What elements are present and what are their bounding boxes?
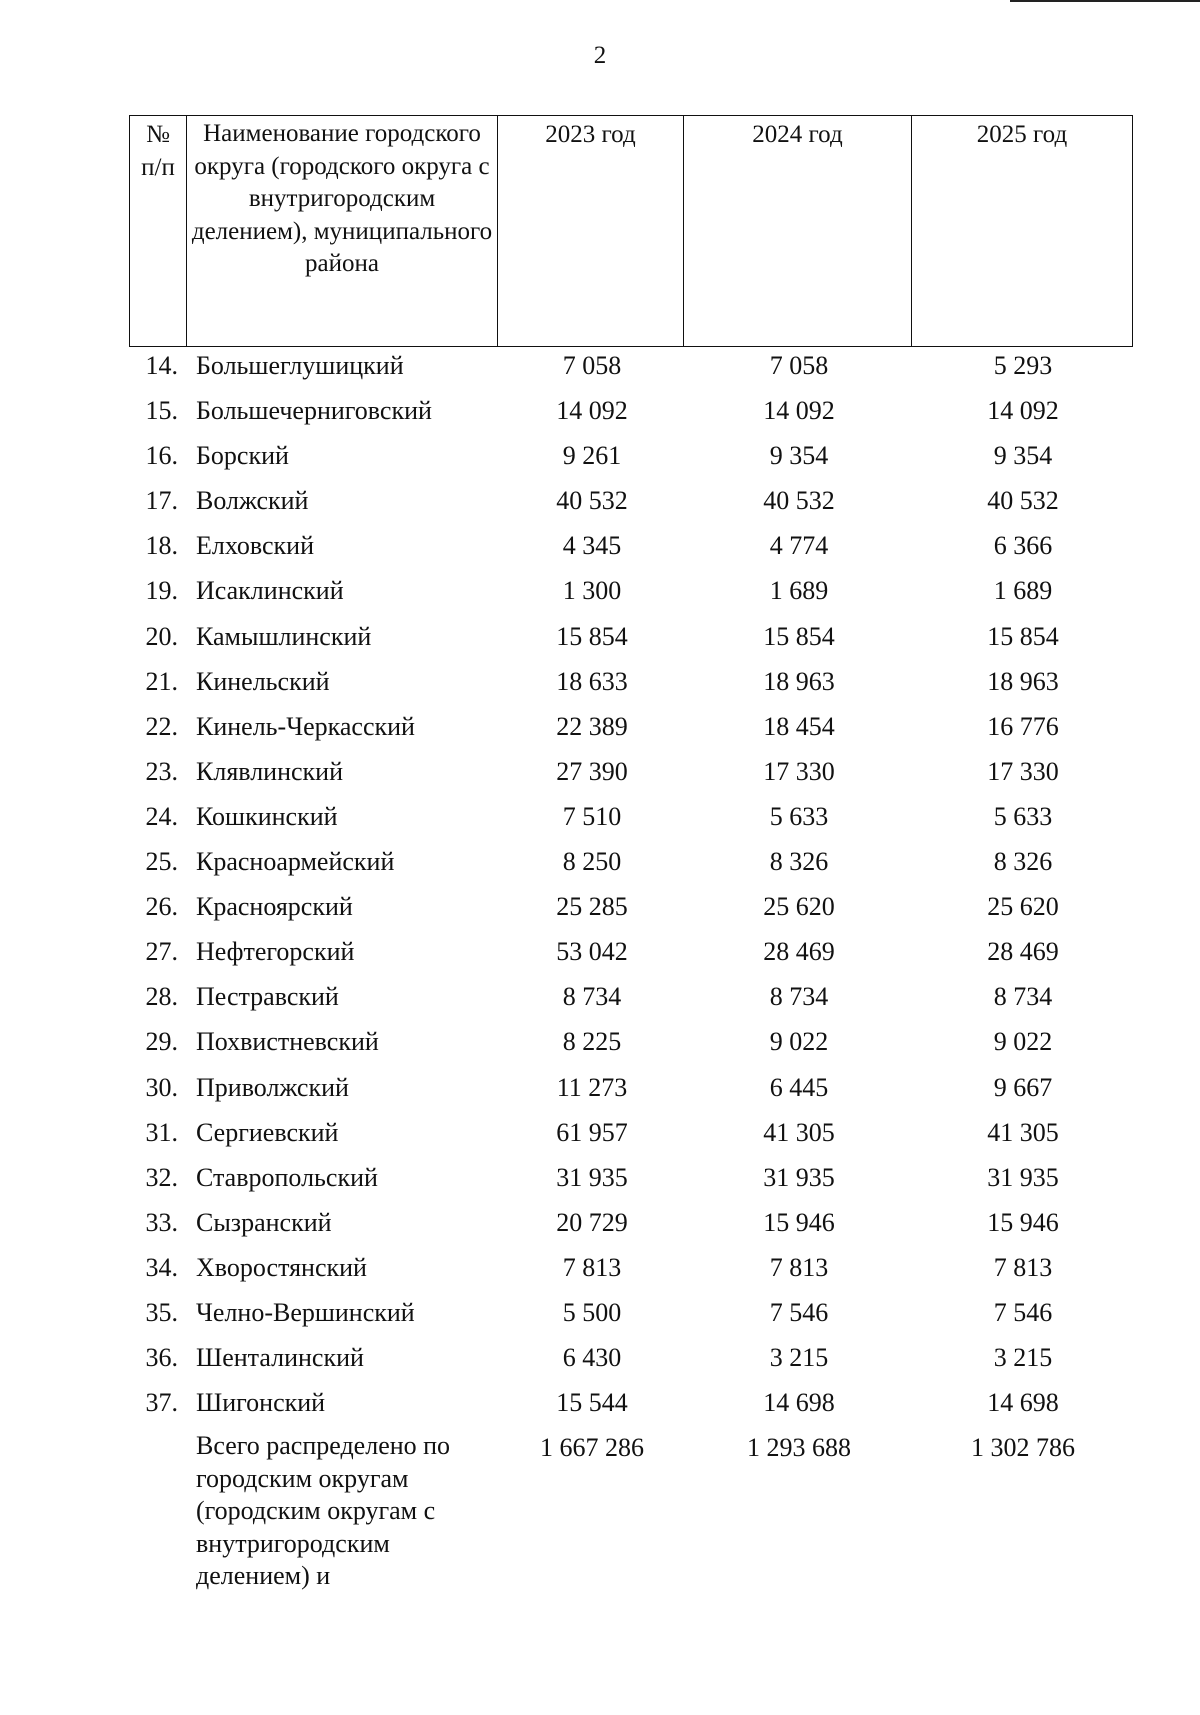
row-number: 22. [145,711,178,741]
total-2025: 1 302 786 [971,1433,1075,1462]
table-row [129,709,1132,754]
row-2024: 4 774 [769,531,829,561]
row-2024: 7 546 [769,1297,829,1327]
row-2023: 27 390 [556,756,628,786]
total-label: Всего распределено по городским округам (городским округам с внутригородским делением) и [196,1431,451,1590]
header-2025: 2025 год [912,116,1133,347]
row-name: Челно-Вершинский [196,1297,415,1327]
row-2024: 18 963 [763,666,835,696]
row-2023: 40 532 [556,486,628,516]
row-2025: 28 469 [987,937,1059,967]
row-name: Кинельский [196,666,330,696]
row-2023: 22 389 [556,711,628,741]
row-name: Волжский [196,486,309,516]
row-2025: 6 366 [993,531,1053,561]
header-name: Наименование городского округа (городского округа с внутригородским делением), муниципального района [187,116,498,347]
row-2025: 7 813 [993,1252,1053,1282]
table-row [129,573,1132,618]
row-2025: 3 215 [993,1343,1053,1373]
table-row [129,754,1132,799]
row-2025: 15 854 [987,621,1059,651]
row-2025: 7 546 [993,1297,1053,1327]
row-number: 37. [145,1388,178,1418]
table-row [129,979,1132,1024]
row-2023: 53 042 [556,937,628,967]
row-name: Борский [196,441,289,471]
row-2024: 14 092 [763,396,835,426]
row-2025: 14 092 [987,396,1059,426]
row-2023: 11 273 [556,1072,628,1102]
row-2025: 41 305 [987,1117,1059,1147]
row-2023: 20 729 [556,1207,628,1237]
row-2024: 9 354 [769,441,829,471]
row-number: 18. [145,531,178,561]
row-2023: 1 300 [562,576,622,606]
row-name: Кинель-Черкасский [196,711,415,741]
table-row [129,438,1132,483]
row-number: 27. [145,937,178,967]
table-body [129,348,1132,1430]
row-2025: 15 946 [987,1207,1059,1237]
row-2025: 9 667 [993,1072,1053,1102]
row-2023: 5 500 [562,1297,622,1327]
row-name: Камышлинский [196,621,372,651]
total-2023: 1 667 286 [540,1433,644,1462]
row-2024: 7 058 [769,351,829,380]
row-2024: 17 330 [763,756,835,786]
row-2024: 15 946 [763,1207,835,1237]
row-2024: 5 633 [769,801,829,831]
row-name: Пестравский [196,982,339,1012]
table-row [129,1385,1132,1430]
table-header [129,115,1133,347]
row-2025: 18 963 [987,666,1059,696]
header-2023: 2023 год [498,116,684,347]
row-2024: 31 935 [763,1162,835,1192]
total-2024: 1 293 688 [747,1433,851,1462]
row-number: 23. [145,756,178,786]
table-row [129,934,1132,979]
header-2024: 2024 год [684,116,912,347]
row-number: 35. [145,1297,178,1327]
row-name: Нефтегорский [196,937,355,967]
row-name: Ставропольский [196,1162,378,1192]
row-number: 14. [145,351,178,380]
row-2023: 18 633 [556,666,628,696]
row-2025: 40 532 [987,486,1059,516]
row-2025: 5 633 [993,801,1053,831]
row-number: 20. [145,621,178,651]
row-number: 33. [145,1207,178,1237]
row-name: Клявлинский [196,756,344,786]
row-2023: 8 250 [562,847,622,877]
row-2024: 8 326 [769,847,829,877]
row-number: 16. [145,441,178,471]
row-2024: 14 698 [763,1388,835,1418]
row-name: Елховский [196,531,314,561]
row-2023: 61 957 [556,1117,628,1147]
row-number: 26. [145,892,178,922]
row-2023: 7 510 [562,801,622,831]
row-number: 30. [145,1072,178,1102]
row-2024: 28 469 [763,937,835,967]
table-row [129,619,1132,664]
table-row [129,1070,1132,1115]
row-name: Большеглушицкий [196,351,404,380]
table-row [129,1115,1132,1160]
row-2024: 6 445 [769,1072,829,1102]
table-row [129,799,1132,844]
row-2024: 1 689 [769,576,829,606]
row-name: Исаклинский [196,576,344,606]
row-number: 32. [145,1162,178,1192]
row-name: Шенталинский [196,1343,364,1373]
row-2023: 4 345 [562,531,622,561]
row-2023: 8 734 [562,982,622,1012]
row-2023: 14 092 [556,396,628,426]
row-2025: 8 734 [993,982,1053,1012]
row-2023: 8 225 [562,1027,622,1057]
row-name: Красноярский [196,892,353,922]
row-name: Шигонский [196,1388,326,1418]
row-2025: 25 620 [987,892,1059,922]
table-row [129,1160,1132,1205]
row-2025: 9 354 [993,441,1053,471]
row-name: Большечерниговский [196,396,432,426]
row-name: Красноармейский [196,847,395,877]
table-row [129,889,1132,934]
table-row [129,348,1132,393]
table-row [129,1250,1132,1295]
row-2023: 15 544 [556,1388,628,1418]
row-2023: 6 430 [562,1343,622,1373]
row-2024: 9 022 [769,1027,829,1057]
row-number: 25. [145,847,178,877]
row-name: Приволжский [196,1072,349,1102]
row-2025: 16 776 [987,711,1059,741]
row-2025: 5 293 [993,351,1053,380]
row-name: Похвистневский [196,1027,379,1057]
table-row [129,664,1132,709]
row-2023: 7 813 [562,1252,622,1282]
row-2023: 7 058 [562,351,622,380]
table-row [129,483,1132,528]
row-name: Кошкинский [196,801,338,831]
row-name: Сергиевский [196,1117,339,1147]
row-2024: 41 305 [763,1117,835,1147]
row-number: 28. [145,982,178,1012]
table-row [129,1295,1132,1340]
row-2024: 25 620 [763,892,835,922]
row-number: 24. [145,801,178,831]
row-2025: 17 330 [987,756,1059,786]
table-row [129,1205,1132,1250]
top-edge-line [1010,0,1200,2]
row-number: 19. [145,576,178,606]
row-2024: 15 854 [763,621,835,651]
row-name: Сызранский [196,1207,332,1237]
row-2024: 18 454 [763,711,835,741]
table-row [129,1024,1132,1069]
row-2025: 31 935 [987,1162,1059,1192]
row-number: 29. [145,1027,178,1057]
table-row [129,393,1132,438]
page-number: 2 [593,42,607,69]
row-2025: 14 698 [987,1388,1059,1418]
row-number: 15. [145,396,178,426]
row-2024: 3 215 [769,1343,829,1373]
row-name: Хворостянский [196,1252,367,1282]
row-number: 21. [145,666,178,696]
table-row [129,1340,1132,1385]
row-2024: 7 813 [769,1252,829,1282]
row-2025: 8 326 [993,847,1053,877]
row-number: 34. [145,1252,178,1282]
row-2024: 8 734 [769,982,829,1012]
table-row [129,528,1132,573]
row-2025: 1 689 [993,576,1053,606]
row-2023: 9 261 [562,441,622,471]
row-2024: 40 532 [763,486,835,516]
row-2023: 31 935 [556,1162,628,1192]
header-num: № п/п [130,116,187,347]
row-number: 36. [145,1343,178,1373]
row-2025: 9 022 [993,1027,1053,1057]
row-2023: 25 285 [556,892,628,922]
row-number: 31. [145,1117,178,1147]
table-row [129,844,1132,889]
row-number: 17. [145,486,178,516]
row-2023: 15 854 [556,621,628,651]
